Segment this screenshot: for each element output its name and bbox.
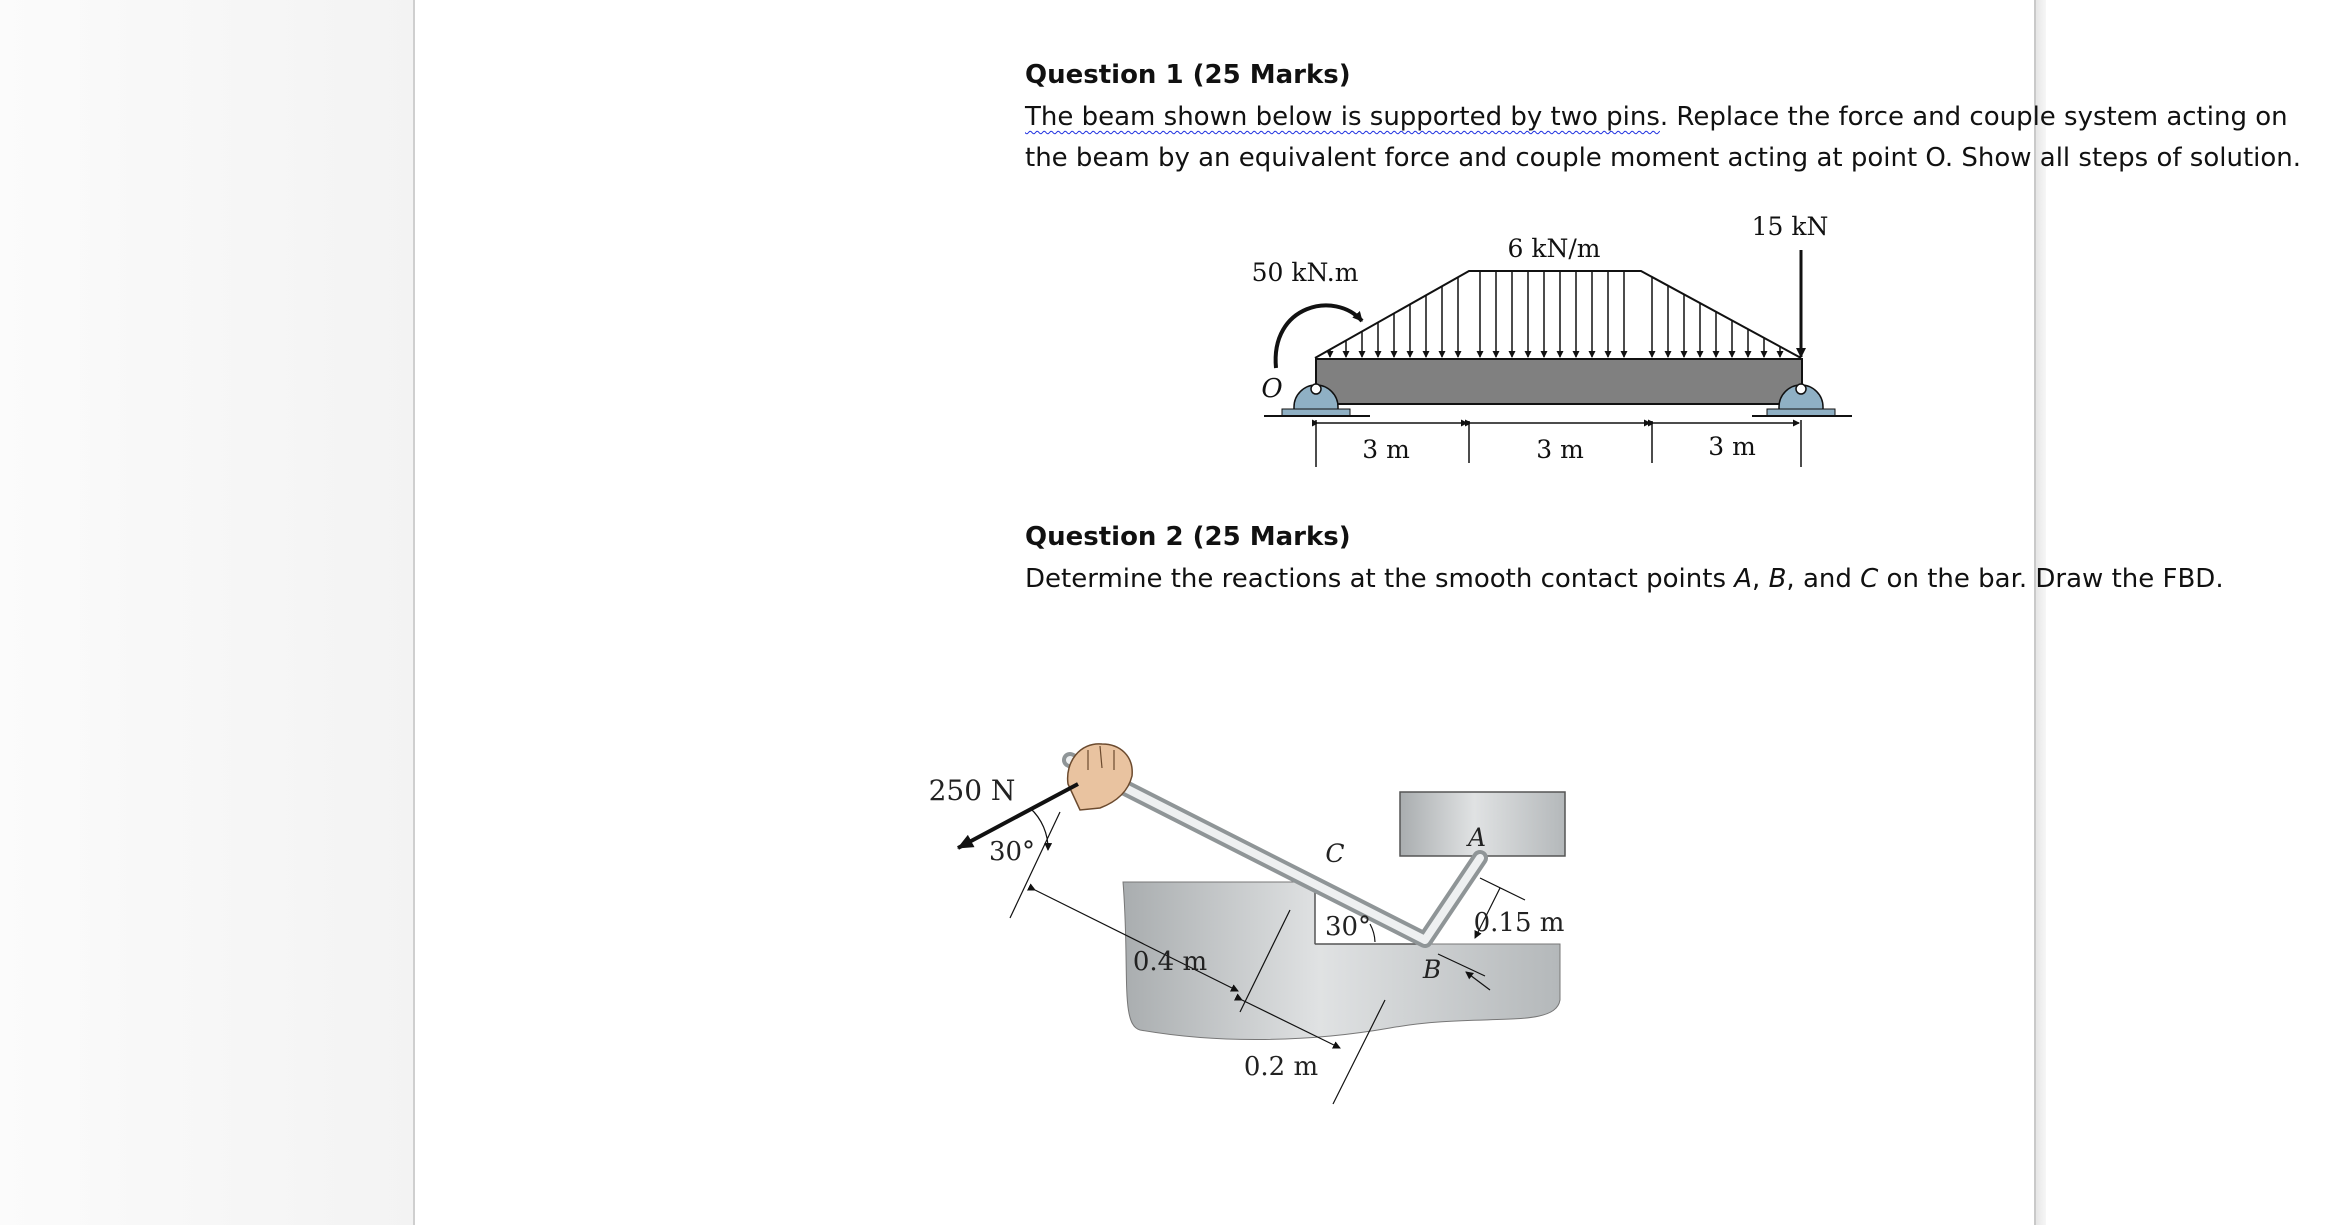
force-label: 250 N (928, 774, 1016, 807)
point-load-label: 15 kN (1751, 212, 1829, 241)
point-b-label: B (1422, 955, 1442, 984)
right-gutter (2036, 0, 2046, 1225)
couple-moment-label: 50 kN.m (1251, 258, 1359, 287)
dim-bottom-label: 0.2 m (1243, 1052, 1319, 1082)
left-page-margin (0, 0, 414, 1225)
point-a-label: A (1467, 823, 1487, 852)
bar-figure (920, 700, 1680, 1120)
bar-angle-label: 30° (1324, 912, 1372, 942)
question-2-title: Question 2 (25 Marks) (1025, 522, 1351, 552)
beam (1316, 359, 1802, 404)
span-2-label: 3 m (1536, 435, 1584, 464)
spelling-squiggle-text[interactable]: The beam shown below is supported by two pins (1025, 102, 1660, 132)
dim-right-label: 0.15 m (1473, 908, 1565, 938)
beam-figure (1240, 205, 1880, 475)
question-1-text[interactable]: The beam shown below is supported by two pins. Replace the force and couple system acting on the beam by an equivalent force and couple moment acting at point O. Show all steps of solution. (1025, 102, 2302, 173)
span-1-label: 3 m (1362, 435, 1410, 464)
span-3-label: 3 m (1708, 432, 1756, 461)
dim-left-label: 0.4 m (1132, 947, 1208, 977)
point-c-label: C (1325, 839, 1345, 868)
question-1-title: Question 1 (25 Marks) (1025, 60, 1351, 90)
distributed-load-label: 6 kN/m (1507, 234, 1601, 263)
question-2-text[interactable]: Determine the reactions at the smooth contact points A, B, and C on the bar. Draw the FBD. (1025, 564, 2224, 594)
hand-icon (1068, 744, 1133, 810)
point-o-label: O (1261, 374, 1283, 404)
distributed-load-outline (1315, 271, 1801, 358)
distributed-load-arrows (1330, 272, 1780, 357)
force-angle-label: 30° (988, 837, 1036, 867)
